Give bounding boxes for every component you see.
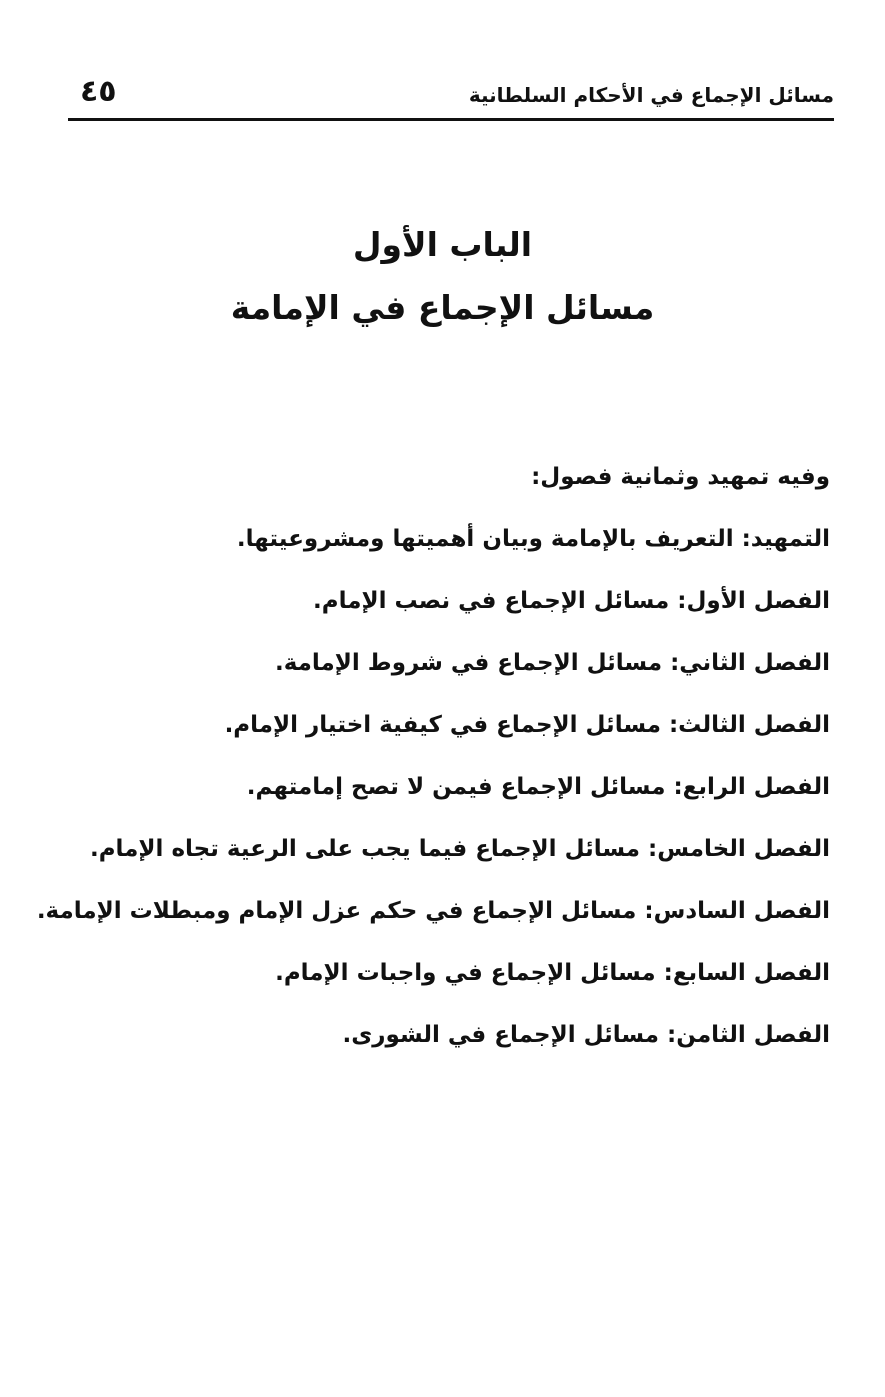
contents-item-introduction: التمهيد: التعريف بالإمامة وبيان أهميتها ومشروعيتها. <box>236 526 830 552</box>
contents-item-chapter-1: الفصل الأول: مسائل الإجماع في نصب الإمام. <box>312 588 830 614</box>
contents-item-chapter-7: الفصل السابع: مسائل الإجماع في واجبات الإمام. <box>275 960 830 986</box>
contents-item-chapter-6: الفصل السادس: مسائل الإجماع في حكم عزل الإمام ومبطلات الإمامة. <box>36 898 830 924</box>
page-number: ٤٥ <box>80 74 117 109</box>
running-title: مسائل الإجماع في الأحكام السلطانية <box>468 83 834 107</box>
contents-item-chapter-4: الفصل الرابع: مسائل الإجماع فيمن لا تصح إمامتهم. <box>246 774 830 800</box>
contents-item-chapter-2: الفصل الثاني: مسائل الإجماع في شروط الإمامة. <box>274 650 830 676</box>
contents-item-chapter-8: الفصل الثامن: مسائل الإجماع في الشورى. <box>342 1022 830 1048</box>
contents-intro: وفيه تمهيد وثمانية فصول: <box>531 464 830 490</box>
contents-item-chapter-3: الفصل الثالث: مسائل الإجماع في كيفية اختيار الإمام. <box>224 712 830 738</box>
chapter-contents-list <box>36 452 830 1072</box>
chapter-title: الباب الأول <box>352 225 533 264</box>
chapter-subtitle: مسائل الإجماع في الإمامة <box>230 288 655 327</box>
page-header <box>68 70 834 121</box>
contents-item-chapter-5: الفصل الخامس: مسائل الإجماع فيما يجب على الرعية تجاه الإمام. <box>89 836 830 862</box>
